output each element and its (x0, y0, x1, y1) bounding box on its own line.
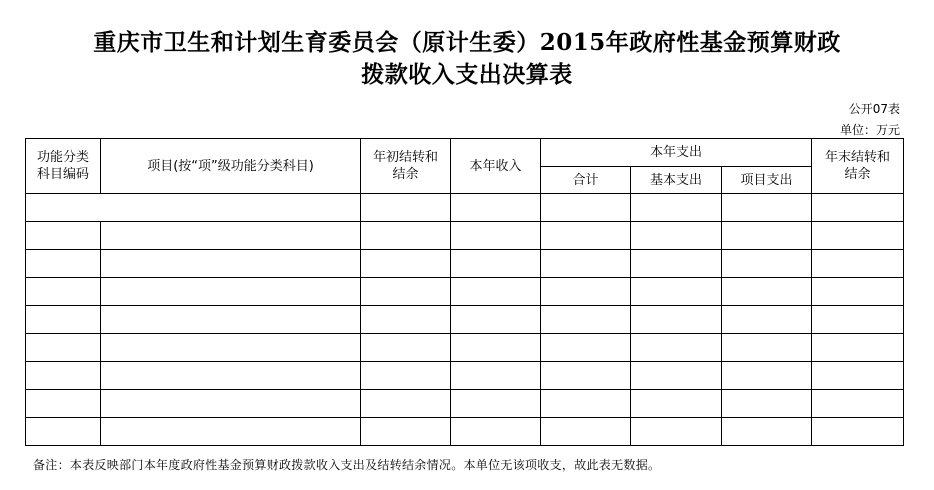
table-cell (451, 418, 541, 446)
table-cell (631, 250, 722, 278)
table-cell (361, 306, 451, 334)
table-cell (361, 334, 451, 362)
table-cell (541, 250, 631, 278)
header-income: 本年收入 (451, 139, 541, 194)
table-cell (451, 222, 541, 250)
table-row (26, 334, 904, 362)
table-cell (101, 222, 361, 250)
header-expense-basic: 基本支出 (631, 167, 722, 194)
table-cell (101, 390, 361, 418)
table-cell (361, 250, 451, 278)
table-cell (451, 334, 541, 362)
table-cell (541, 334, 631, 362)
budget-table (25, 138, 904, 446)
table-cell (541, 418, 631, 446)
table-cell (451, 306, 541, 334)
table-cell (812, 390, 904, 418)
table-cell (541, 222, 631, 250)
table-cell (812, 250, 904, 278)
table-cell (361, 194, 451, 222)
table-cell (101, 334, 361, 362)
table-cell (812, 278, 904, 306)
table-cell (722, 278, 812, 306)
table-cell (26, 418, 101, 446)
table-cell (812, 362, 904, 390)
table-cell (451, 194, 541, 222)
table-cell (361, 418, 451, 446)
footnote: 备注：本表反映部门本年度政府性基金预算财政拨款收入支出及结转结余情况。本单位无该项收支，故此表无数据。 (33, 458, 661, 472)
report-title-line-1: 重庆市卫生和计划生育委员会（原计生委）2015年政府性基金预算财政 (93, 29, 841, 56)
table-cell (631, 306, 722, 334)
table-row (26, 362, 904, 390)
table-cell (541, 390, 631, 418)
table-row (26, 390, 904, 418)
table-row (26, 278, 904, 306)
table-cell (451, 250, 541, 278)
table-cell (451, 278, 541, 306)
table-cell (361, 362, 451, 390)
table-cell (722, 222, 812, 250)
table-row (26, 222, 904, 250)
header-expense-total: 合计 (541, 167, 631, 194)
table-cell (541, 278, 631, 306)
table-cell (101, 418, 361, 446)
unit-label: 单位：万元 (839, 123, 900, 137)
table-cell (631, 418, 722, 446)
table-row (26, 418, 904, 446)
table-cell (26, 362, 101, 390)
table-cell (26, 278, 101, 306)
table-cell (361, 390, 451, 418)
table-cell (26, 334, 101, 362)
header-code: 功能分类 科目编码 (26, 139, 101, 194)
table-cell (361, 278, 451, 306)
table-cell (26, 390, 101, 418)
table-cell (722, 306, 812, 334)
table-cell (812, 194, 904, 222)
header-opening-balance: 年初结转和 结余 (361, 139, 451, 194)
table-row (26, 306, 904, 334)
table-cell (722, 418, 812, 446)
table-cell (101, 278, 361, 306)
table-cell (812, 222, 904, 250)
table-cell (631, 334, 722, 362)
table-cell (812, 306, 904, 334)
header-expense-project: 项目支出 (722, 167, 812, 194)
header-expense-group: 本年支出 (541, 139, 812, 167)
table-cell (722, 362, 812, 390)
table-body (26, 194, 904, 446)
header-closing-balance: 年末结转和 结余 (812, 139, 904, 194)
table-cell (812, 334, 904, 362)
table-cell (631, 390, 722, 418)
table-cell (541, 306, 631, 334)
table-cell (26, 222, 101, 250)
table-cell (101, 250, 361, 278)
report-title-line-2: 拨款收入支出决算表 (361, 61, 573, 88)
table-cell (631, 362, 722, 390)
table-cell (812, 418, 904, 446)
table-cell (451, 362, 541, 390)
table-cell (541, 362, 631, 390)
table-cell (101, 362, 361, 390)
table-cell (101, 306, 361, 334)
table-cell (26, 194, 361, 222)
table-cell (361, 222, 451, 250)
table-cell (26, 306, 101, 334)
form-code: 公开07表 (848, 102, 900, 116)
table-cell (631, 278, 722, 306)
table-row (26, 194, 904, 222)
table-cell (722, 250, 812, 278)
table-cell (631, 194, 722, 222)
table-cell (541, 194, 631, 222)
table-cell (722, 334, 812, 362)
table-cell (631, 222, 722, 250)
table-cell (722, 390, 812, 418)
table-row (26, 250, 904, 278)
table-cell (722, 194, 812, 222)
table-cell (451, 390, 541, 418)
table-cell (26, 250, 101, 278)
header-item: 项目(按“项”级功能分类科目) (101, 139, 361, 194)
